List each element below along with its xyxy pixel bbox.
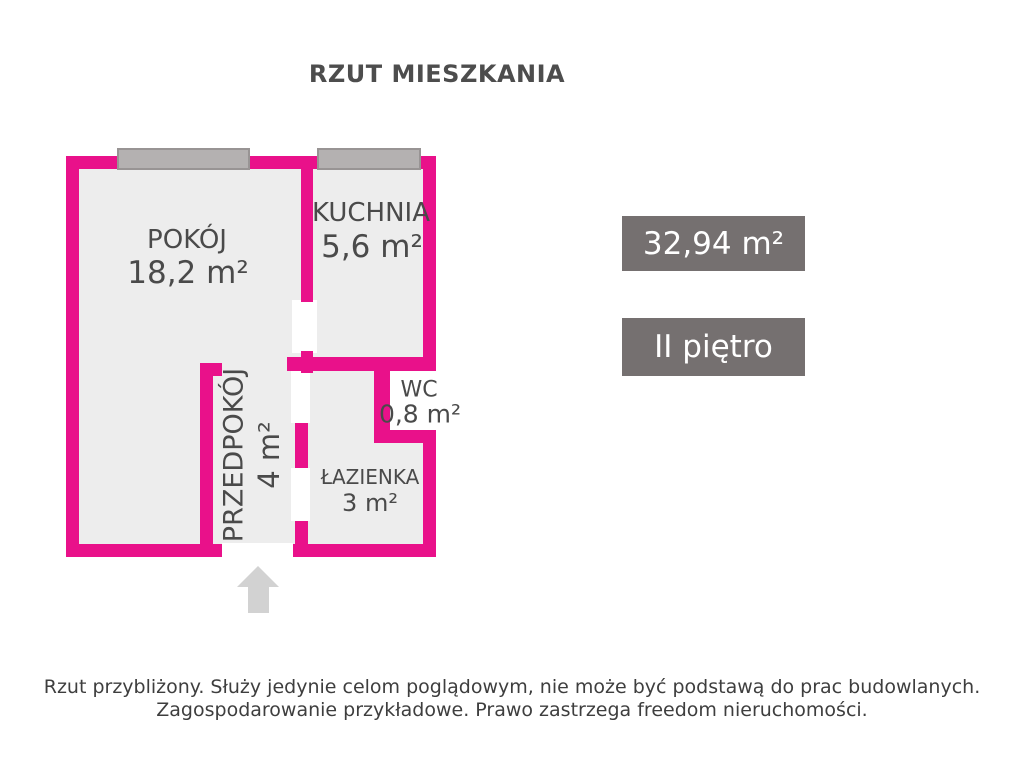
wall-segment — [374, 430, 436, 443]
room-name-lazienka: ŁAZIENKA — [320, 465, 420, 489]
door-opening-lazienka — [291, 468, 310, 521]
wall-segment — [295, 521, 308, 557]
room-name-pokoj: POKÓJ — [147, 225, 227, 255]
room-name-wc: WC — [400, 377, 438, 403]
wall-segment — [423, 156, 436, 371]
room-name-przedpokoj: PRZEDPOKÓJ — [218, 367, 250, 543]
wall-segment — [200, 363, 213, 557]
room-area-przedpokoj: 4 m² — [252, 421, 286, 489]
disclaimer-line-1: Rzut przybliżony. Służy jedynie celom poglądowym, nie może być podstawą do prac budowlanych. — [43, 676, 981, 698]
total-area-badge: 32,94 m² — [622, 216, 805, 271]
footer-disclaimer — [0, 676, 1024, 722]
wall-segment — [66, 544, 222, 557]
door-opening-kuchnia — [292, 300, 317, 353]
wall-segment — [301, 156, 313, 302]
disclaimer-line-2: Zagospodarowanie przykładowe. Prawo zastrzega freedom nieruchomości. — [156, 699, 868, 721]
wall-segment — [66, 156, 79, 557]
door-opening-wc — [291, 371, 310, 423]
entrance-opening — [222, 543, 293, 557]
wall-segment — [293, 544, 436, 557]
wall-segment — [287, 357, 436, 371]
room-name-kuchnia: KUCHNIA — [312, 198, 430, 228]
room-area-kuchnia: 5,6 m² — [321, 229, 423, 265]
window-pokoj — [117, 148, 250, 170]
page-title: RZUT MIESZKANIA — [308, 60, 566, 88]
wall-segment — [295, 423, 308, 468]
window-kuchnia — [317, 148, 421, 170]
room-area-pokoj: 18,2 m² — [127, 255, 249, 291]
wall-segment — [423, 430, 436, 557]
floor-level-badge: II piętro — [622, 318, 805, 376]
room-area-lazienka: 3 m² — [342, 489, 398, 517]
room-area-wc: 0,8 m² — [378, 399, 462, 429]
